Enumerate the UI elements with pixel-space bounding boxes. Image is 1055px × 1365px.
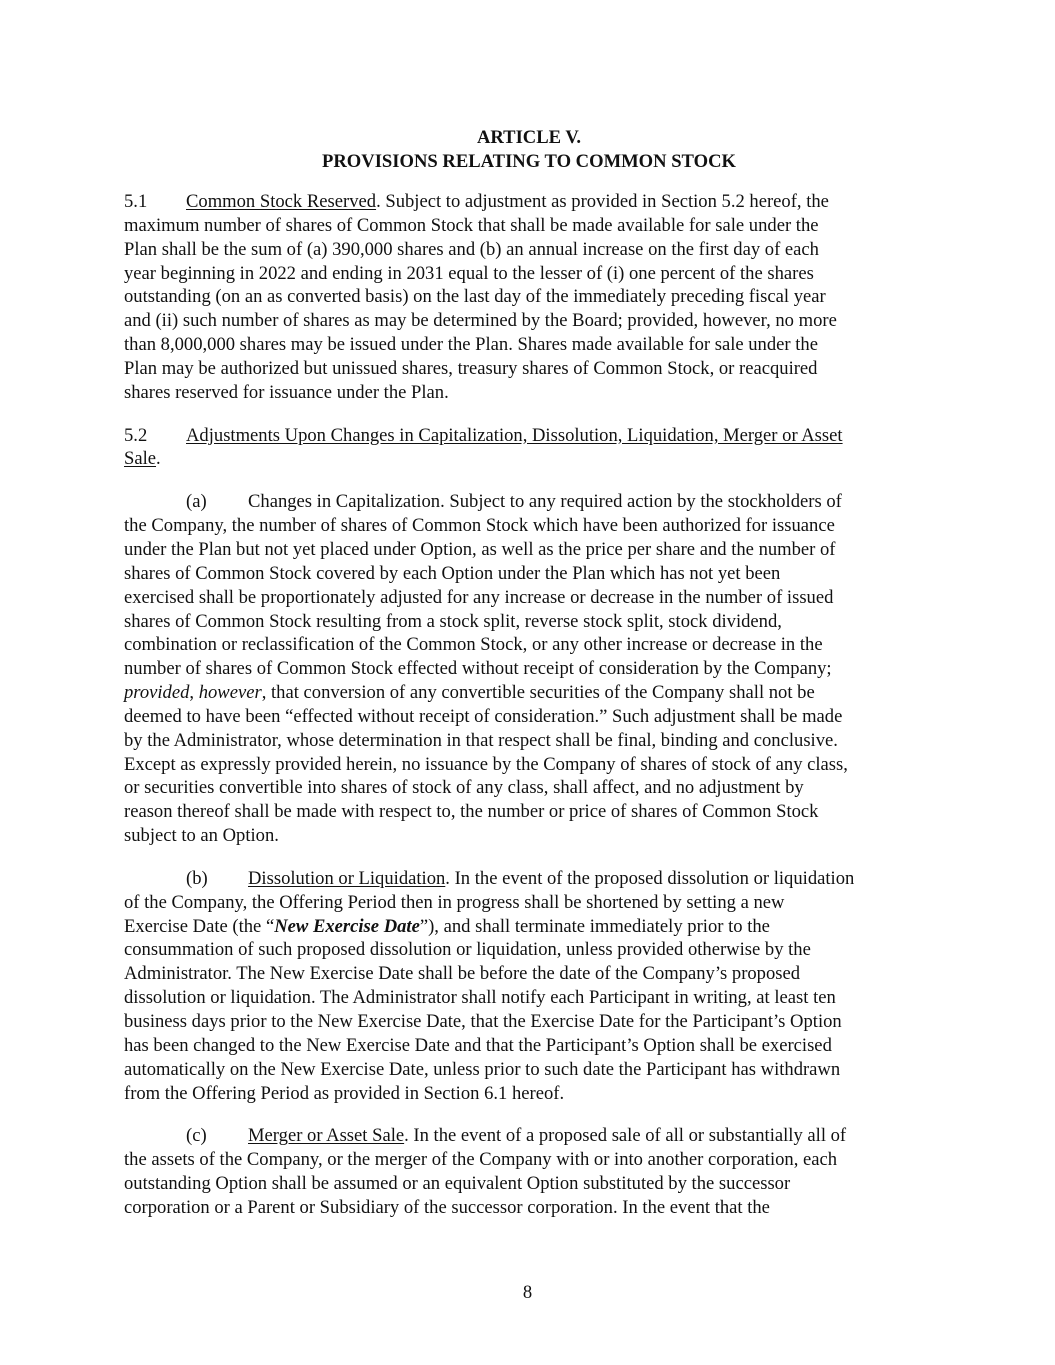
- section-5-2: 5.2 Adjustments Upon Changes in Capitalization, Dissolution, Liquidation, Merger or Asset Sale.: [124, 424, 843, 470]
- subsection-b: (b) Dissolution or Liquidation. In the event of the proposed dissolution or liquidation of the Company, the Offering Period then in progress shall be shortened by setting a new Exercise Date (the “New Exercise Date”), and shall terminate immediately prior to the consummation of such proposed dissolution or liquidation, unless provided otherwise by the Administrator. The New Exercise Date shall be before the date of the Company’s proposed dissolution or liquidation. The Administrator shall notify each Participant in writing, at least ten business days prior to the New Exercise Date, that the Exercise Date for the Participant’s Option has been changed to the New Exercise Date and that the Participant’s Option shall be exercised automatically on the New Exercise Date, unless prior to such date the Participant has withdrawn from the Offering Period as provided in Section 6.1 hereof.: [124, 867, 934, 1105]
- text-line: year beginning in 2022 and ending in 2031 equal to the lesser of (i) one percent of the shares: [124, 262, 814, 284]
- section-heading: Common Stock Reserved: [186, 191, 377, 212]
- section-heading: Adjustments Upon Changes in Capitalization, Dissolution, Liquidation, Merger or Asset: [186, 424, 843, 446]
- subsection-label: (b): [186, 867, 208, 889]
- section-number: 5.1: [124, 191, 148, 212]
- subsection-c: (c) Merger or Asset Sale. In the event of a proposed sale of all or substantially all of the assets of the Company, or the merger of the Company with or into another corporation, each outstanding Option shall be assumed or an equivalent Option substituted by the successor corporation or a Parent or Subsidiary of the successor corporation. In the event that the: [124, 1124, 934, 1219]
- text-line: outstanding Option shall be assumed or an equivalent Option substituted by the successor: [124, 1173, 791, 1195]
- text-line: outstanding (on an as converted basis) on the last day of the immediately preceding fiscal year: [124, 286, 826, 308]
- article-number: ARTICLE V.: [476, 127, 582, 148]
- subsection-heading: Merger or Asset Sale: [248, 1125, 405, 1147]
- subsection-label: (c): [186, 1125, 207, 1147]
- section-heading-continued: Sale: [124, 448, 157, 470]
- section-5-1: [124, 190, 934, 405]
- text-line: or securities convertible into shares of stock of any class, shall affect, and no adjustment by: [124, 777, 804, 799]
- text-line: number of shares of Common Stock effected without receipt of consideration by the Company;: [124, 658, 832, 680]
- italic-term: provided: [124, 682, 190, 704]
- article-title: PROVISIONS RELATING TO COMMON STOCK: [322, 150, 736, 172]
- text-line: Administrator. The New Exercise Date shall be before the date of the Company’s proposed: [124, 963, 801, 985]
- text-line: of the Company, the Offering Period then in progress shall be shortened by setting a new: [124, 891, 785, 913]
- text-line: Except as expressly provided herein, no issuance by the Company of shares of stock of any class,: [124, 753, 848, 775]
- text-line: corporation or a Parent or Subsidiary of the successor corporation. In the event that the: [124, 1196, 770, 1218]
- section-number: 5.2: [124, 424, 148, 446]
- text-line: from the Offering Period as provided in Section 6.1 hereof.: [124, 1082, 565, 1104]
- subsection-a: (a) Changes in Capitalization. Subject to any required action by the stockholders of the Company, the number of shares of Common Stock which have been authorized for issuance under the Plan but not yet placed under Option, as well as the price per share and the number of shares of Common Stock covered by each Option under the Plan which has not yet been exercised shall be proportionately adjusted for any increase or decrease in the number of issued shares of Common Stock resulting from a stock split, reverse stock split, stock dividend, combination or reclassification of the Common Stock, or any other increase or decrease in the number of shares of Common Stock effected without receipt of consideration by the Company; provided, however, that conversion of any convertible securities of the Company shall not be deemed to have been “effected without receipt of consideration.” Such adjustment shall be made by the Administrator, whose determination in that respect shall be final, binding and conclusive. Except as expressly provided herein, no issuance by the Company of shares of stock of any class, or securities convertible into shares of stock of any class, shall affect, and no adjustment by reason thereof shall be made with respect to, the number or price of shares of Common Stock subject to an Option.: [124, 490, 934, 848]
- text-line: business days prior to the New Exercise Date, that the Exercise Date for the Participant’s Option: [124, 1011, 842, 1032]
- text-line: the assets of the Company, or the merger of the Company with or into another corporation, each: [124, 1149, 838, 1171]
- section-text: . Subject to adjustment as provided in Section 5.2 hereof, the: [376, 191, 829, 212]
- text-line: the Company, the number of shares of Common Stock which have been authorized for issuance: [124, 515, 835, 537]
- text-line: Plan may be authorized but unissued shares, treasury shares of Common Stock, or reacquired: [124, 357, 818, 379]
- text-line: exercised shall be proportionately adjusted for any increase or decrease in the number of issued: [124, 586, 834, 608]
- text-line: reason thereof shall be made with respect to, the number or price of shares of Common Stock: [124, 801, 819, 823]
- document-page: [124, 126, 934, 1220]
- subsection-text: Changes in Capitalization. Subject to any required action by the stockholders of: [248, 491, 842, 513]
- text-line: Plan shall be the sum of (a) 390,000 shares and (b) an annual increase on the first day of each: [124, 238, 819, 260]
- italic-term: however: [198, 682, 262, 704]
- text-line: shares of Common Stock resulting from a stock split, reverse stock split, stock dividend,: [124, 610, 782, 632]
- text-line: has been changed to the New Exercise Date and that the Participant’s Option shall be exercised: [124, 1034, 832, 1056]
- defined-term: New Exercise Date: [274, 915, 420, 937]
- page-number: 8: [522, 1282, 533, 1303]
- text-line: shares reserved for issuance under the Plan.: [124, 381, 449, 403]
- text-line: consummation of such proposed dissolution or liquidation, unless provided otherwise by the: [124, 939, 811, 961]
- text-line: by the Administrator, whose determination in that respect shall be final, binding and conclusive.: [124, 729, 838, 751]
- text-line: automatically on the New Exercise Date, unless prior to such date the Participant has withdrawn: [124, 1058, 841, 1080]
- text-line: and (ii) such number of shares as may be determined by the Board; provided, however, no more: [124, 310, 837, 332]
- subsection-label: (a): [186, 491, 207, 513]
- text-line: combination or reclassification of the Common Stock, or any other increase or decrease in the: [124, 634, 823, 656]
- subsection-heading: Dissolution or Liquidation: [248, 867, 446, 889]
- text-line: deemed to have been “effected without receipt of consideration.” Such adjustment shall be made: [124, 705, 843, 727]
- text-line: subject to an Option.: [124, 825, 279, 847]
- text-line: under the Plan but not yet placed under Option, as well as the price per share and the number of: [124, 538, 836, 560]
- text-line: dissolution or liquidation. The Administrator shall notify each Participant in writing, at least ten: [124, 987, 836, 1009]
- text-line: shares of Common Stock covered by each Option under the Plan which has not yet been: [124, 562, 781, 584]
- text-line: than 8,000,000 shares may be issued under the Plan. Shares made available for sale under the: [124, 334, 818, 356]
- text-line: maximum number of shares of Common Stock that shall be made available for sale under the: [124, 214, 819, 236]
